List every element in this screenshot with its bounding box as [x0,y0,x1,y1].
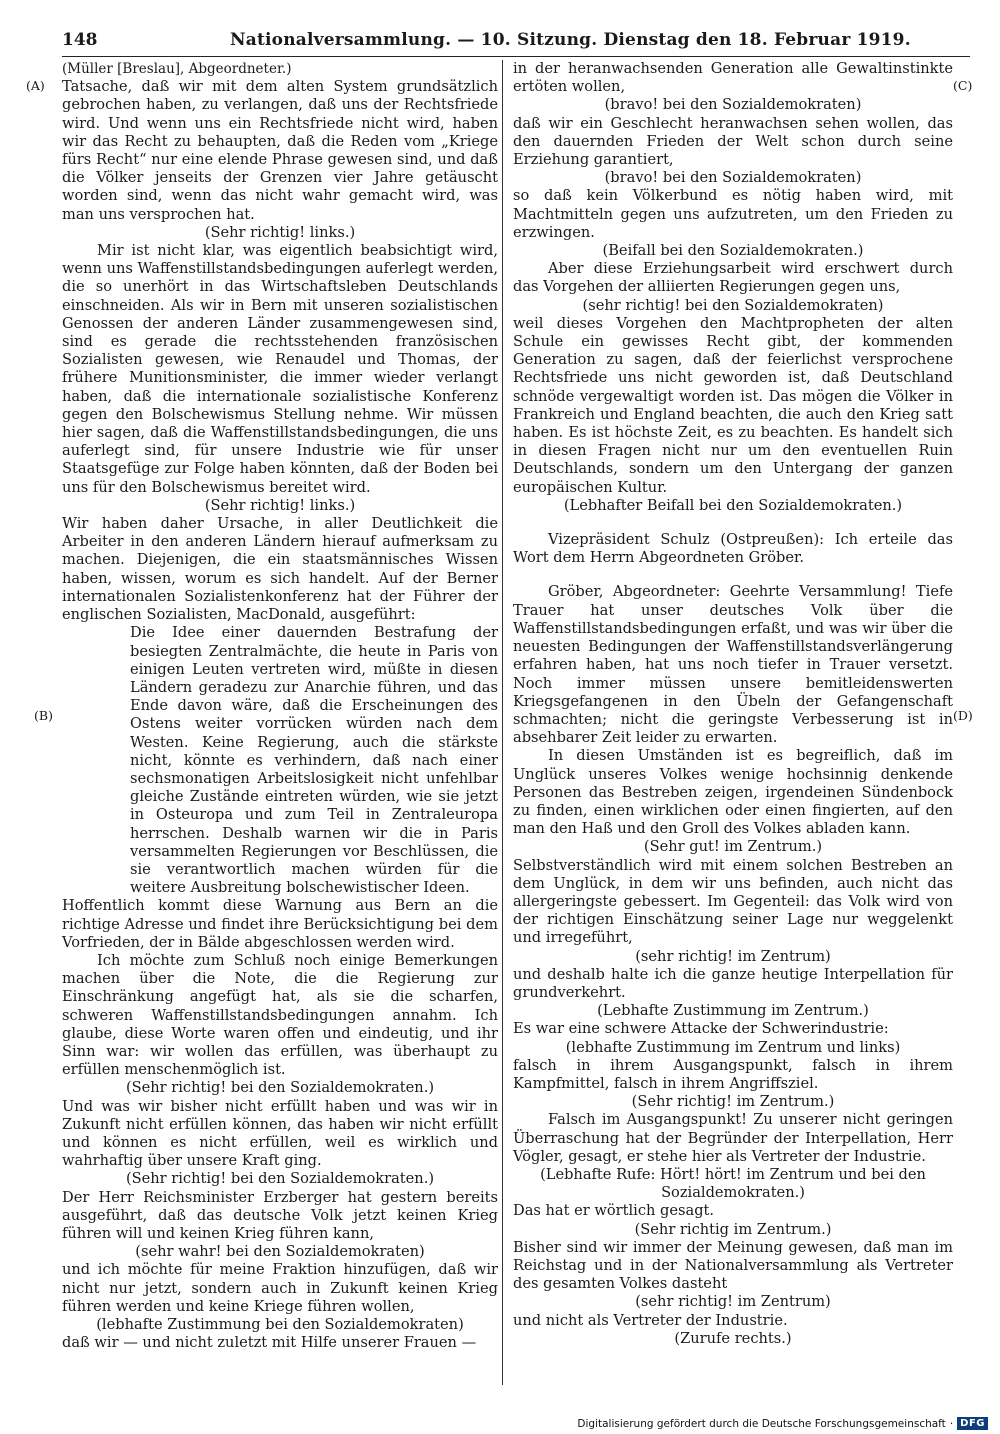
paragraph: und nicht als Vertreter der Industrie. [513,1311,788,1329]
paragraph: Wir haben daher Ursache, in aller Deutlichkeit die Arbeiter in den anderen Ländern hierauf aufmerksam zu machen. Diejenigen, die ein staatsmännisches Wissen haben, wissen, worum es sich handelt. Auf der Berner internationalen Sozialistenkonferenz hat der Führer der englischen Sozialisten, MacDonald, ausgeführt: [62,515,498,624]
credit-text: Digitalisierung gefördert durch die Deutsche Forschungsgemeinschaft [577,1417,946,1430]
interjection: (sehr richtig! bei den Sozialdemokraten) [582,296,884,314]
interjection: (Sehr richtig im Zentrum.) [634,1220,832,1238]
paragraph: Hoffentlich kommt diese Warnung aus Bern an die richtige Adresse und findet ihre Berücksichtigung bei dem Vorfrieden, der in Bälde abgeschlossen werden wird. [62,897,498,951]
paragraph: daß wir ein Geschlecht heranwachsen sehen wollen, das den dauernden Frieden der Welt schon durch seine Erziehung garantiert, [513,114,953,169]
interjection: (Sehr gut! im Zentrum.) [643,838,823,856]
paragraph: Und was wir bisher nicht erfüllt haben und was wir in Zukunft nicht erfüllen können, das haben wir nicht erfüllt und können es nicht erfüllen, weil es wirklich und wahrhaftig über unsere Kraft ging. [62,1097,498,1170]
interjection: (Sehr richtig! links.) [204,223,356,241]
paragraph: In diesen Umständen ist es begreiflich, daß im Unglück unseres Volkes wenige hochsinnig denkende Personen das Bestreben zeigen, irgendeinen Sündenbock zu finden, einen wirklichen oder einen fingierten, auf den man den Haß und den Groll des Volkes abladen kann. [513,747,953,838]
paragraph: Das hat er wörtlich gesagt. [513,1202,715,1220]
interjection: (sehr richtig! im Zentrum) [635,1293,831,1311]
margin-marker-b: (B) [34,708,53,723]
interjection: (Sehr richtig! bei den Sozialdemokraten.) [125,1079,435,1097]
column-divider [502,60,503,1385]
paragraph: Tatsache, daß wir mit dem alten System grundsätzlich gebrochen haben, zu verlangen, daß uns der Rechtsfriede wird. Und wenn uns ein Rechtsfriede nicht wird, haben wir das Recht zu behaupten, daß die Reden vom „Kriege fürs Recht“ nur eine elende Phrase gewesen sind, und daß die Völker jenseits der Grenzen vier Jahre getäuscht worden sind, wenn das nicht wahr gemacht wird, was man uns versprochen hat. [62,78,498,223]
paragraph: Die Idee einer dauernden Bestrafung der besiegten Zentralmächte, die heute in Paris von einigen Leuten vertreten wird, müßte in diesen Ländern geradezu zur Anarchie führen, und das Ende davon wäre, daß die Erscheinungen des Ostens weiter vorrücken würden nach dem Westen. Keine Regierung, auch die stärkste nicht, könnte es verhindern, daß nach einer sechsmonatigen Arbeitslosigkeit nicht unfehlbar gleiche Zustände eintreten würden, wie sie jetzt in Osteuropa und zum Teil in Zentraleuropa herrschen. Deshalb warnen wir die in Paris versammelten Regierungen vor Beschlüssen, die sie verantwortlich machen würden für die weitere Ausbreitung bolschewistischer Ideen. [130,624,498,897]
interjection: (bravo! bei den Sozialdemokraten) [604,169,862,187]
running-title: Nationalversammlung. — 10. Sitzung. Dienstag den 18. Februar 1919. [230,30,911,50]
interjection: (Sehr richtig! links.) [204,496,356,514]
margin-marker-a: (A) [26,78,45,93]
paragraph: in der heranwachsenden Generation alle Gewaltinstinkte ertöten wollen, [513,60,953,96]
paragraph: weil dieses Vorgehen den Machtpropheten der alten Schule ein gewisses Recht gibt, der kommenden Generation zu sagen, daß der feierlichst versprochene Rechtsfriede uns nicht geworden ist, daß Deutschland schnöde vergewaltigt worden ist. Das mögen die Völker in Frankreich und England beachten, die auch den Krieg satt haben. Es ist höchste Zeit, es zu beachten. Es handelt sich in diesen Fragen nicht nur um den eventuellen Ruin Deutschlands, sondern um den Untergang der ganzen europäischen Kultur. [513,314,953,496]
paragraph: Falsch im Ausgangspunkt! Zu unserer nicht geringen Überraschung hat der Begründer der Interpellation, Herr Vögler, gesagt, er stehe hier als Vertreter der Industrie. [513,1111,953,1165]
interjection: (Zurufe rechts.) [674,1329,792,1347]
paragraph: so daß kein Völkerbund es nötig haben wird, mit Machtmitteln gegen uns aufzutreten, um den Frieden zu erzwingen. [513,187,953,241]
interjection: (Lebhafter Beifall bei den Sozialdemokraten.) [563,496,903,514]
interjection: (lebhafte Zustimmung bei den Sozialdemokraten) [96,1316,464,1334]
paragraph: Ich möchte zum Schluß noch einige Bemerkungen machen über die Note, die die Regierung zur Einschränkung angefügt hat, als sie die scharfen, schweren Waffenstillstandsbedingungen annahm. Ich glaube, diese Worte waren offen und eindeutig, und ihr Sinn war: wir wollen das erfüllen, was überhaupt zu erfüllen menschenmöglich ist. [62,951,498,1079]
interjection: (Sehr richtig! im Zentrum.) [631,1093,835,1111]
paragraph: Vizepräsident Schulz (Ostpreußen): Ich erteile das Wort dem Herrn Abgeordneten Gröber. [513,531,953,567]
paragraph: falsch in ihrem Ausgangspunkt, falsch in ihrem Kampfmittel, falsch in ihrem Angriffsziel. [513,1056,953,1092]
paragraph: Mir ist nicht klar, was eigentlich beabsichtigt wird, wenn uns Waffenstillstandsbedingungen auferlegt werden, die so unerhört in das Wirtschaftsleben Deutschlands einschneiden. Als wir in Bern mit unseren sozialistischen Genossen der anderen Länder zusammengewesen sind, sind es gerade die rechtsstehenden französischen Sozialisten gewesen, wie Renaudel und Thomas, der frühere Munitionsminister, die immer wieder verlangt haben, daß die internationale sozialistische Konferenz gegen den Bolschewismus Stellung nehme. Wir müssen hier sagen, daß die Waffenstillstandsbedingungen, die uns auferlegt sind, für unsere Industrie wie für unser Staatsgefüge zur Folge haben könnten, daß der Boden bei uns für den Bolschewismus bereitet wird. [62,242,498,496]
margin-marker-d: (D) [953,708,973,723]
dfg-logo: DFG [957,1417,988,1430]
digitization-credit: Digitalisierung gefördert durch die Deutsche Forschungsgemeinschaft · DFG [577,1417,988,1430]
paragraph: Der Herr Reichsminister Erzberger hat gestern bereits ausgeführt, daß das deutsche Volk jetzt keinen Krieg führen will und keinen Krieg führen kann, [62,1188,498,1242]
running-header [62,30,967,54]
header-rule [62,56,970,57]
interjection: (Lebhafte Zustimmung im Zentrum.) [597,1002,869,1020]
interjection: (lebhafte Zustimmung im Zentrum und links) [565,1038,901,1056]
paragraph: Aber diese Erziehungsarbeit wird erschwert durch das Vorgehen der alliierten Regierungen gegen uns, [513,260,953,296]
interjection: (bravo! bei den Sozialdemokraten) [604,96,862,114]
paragraph: Selbstverständlich wird mit einem solchen Bestreben an dem Unglück, in dem wir uns befinden, auch nicht das allergeringste gebessert. Im Gegenteil: das Volk wird von der richtigen Einschätzung seiner Lage nur weggelenkt und irregeführt, [513,856,953,947]
paragraph: Gröber, Abgeordneter: Geehrte Versammlung! Tiefe Trauer hat unser deutsches Volk über die Waffenstillstandsbedingungen erfaßt, und was wir über die neuesten Bedingungen der Waffenstillstandsverlängerung erfahren haben, hat uns noch tiefer in Trauer versetzt. Noch immer müssen unsere bemitleidenswerten Kriegsgefangenen in den Übeln der Gefangenschaft schmachten; nicht die geringste Verbesserung ist in absehbarer Zeit leider zu erwarten. [513,583,953,747]
margin-marker-c: (C) [953,78,973,93]
interjection: (sehr richtig! im Zentrum) [635,947,831,965]
interjection: (Lebhafte Rufe: Hört! hört! im Zentrum und bei den Sozialdemokraten.) [540,1165,926,1202]
page-number: 148 [62,30,98,50]
interjection: (Sehr richtig! bei den Sozialdemokraten.) [125,1170,435,1188]
paragraph: daß wir — und nicht zuletzt mit Hilfe unserer Frauen — [62,1334,477,1352]
paragraph: Es war eine schwere Attacke der Schwerindustrie: [513,1020,889,1038]
paragraph: und ich möchte für meine Fraktion hinzufügen, daß wir nicht nur jetzt, sondern auch in Zukunft keinen Krieg führen werden und keine Kriege führen wollen, [62,1261,498,1315]
paragraph: Bisher sind wir immer der Meinung gewesen, daß man im Reichstag und in der Nationalversammlung als Vertreter des gesamten Volkes dasteht [513,1238,953,1293]
paragraph: und deshalb halte ich die ganze heutige Interpellation für grundverkehrt. [513,965,953,1001]
right-text-column [513,60,953,1348]
paragraph: (Müller [Breslau], Abgeordneter.) [62,61,292,77]
interjection: (Beifall bei den Sozialdemokraten.) [602,242,864,260]
left-text-column [62,60,498,1352]
interjection: (sehr wahr! bei den Sozialdemokraten) [135,1243,425,1261]
